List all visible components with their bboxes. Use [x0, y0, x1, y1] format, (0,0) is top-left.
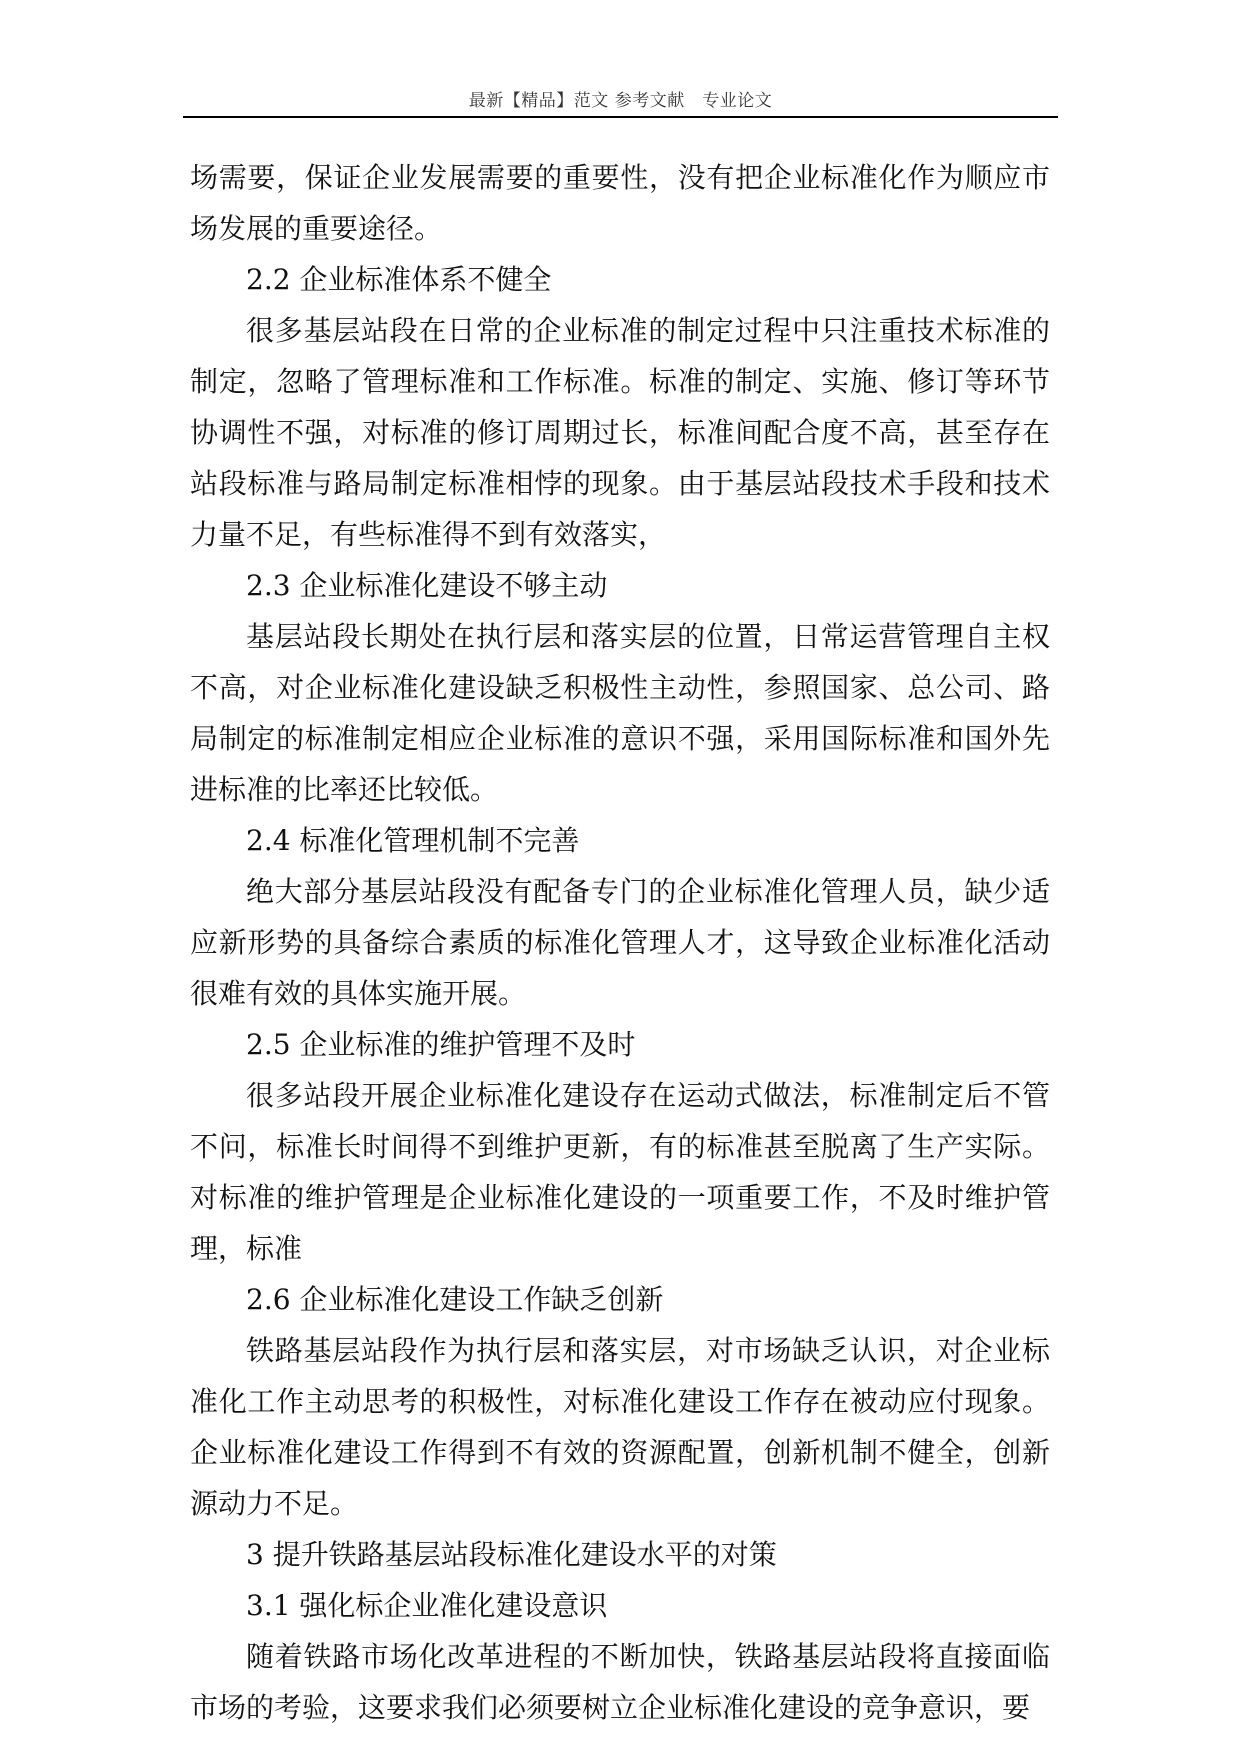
- section-heading-3: 3 提升铁路基层站段标准化建设水平的对策: [246, 1538, 777, 1571]
- paragraph-2-6: 铁路基层站段作为执行层和落实层，对市场缺乏认识，对企业标准化工作主动思考的积极性，对标准化建设工作存在被动应付现象。企业标准化建设工作得到不有效的资源配置，创新机制不健全，创新源动力不足。: [190, 1334, 1050, 1520]
- page-header: 最新【精品】范文 参考文献 专业论文: [468, 91, 773, 111]
- paragraph-3-1: 随着铁路市场化改革进程的不断加快，铁路基层站段将直接面临市场的考验，这要求我们必须要树立企业标准化建设的竞争意识，要: [190, 1640, 1050, 1724]
- section-heading-2-5: 2.5 企业标准的维护管理不及时: [246, 1028, 636, 1061]
- header-rule: [183, 116, 1058, 118]
- section-heading-2-2: 2.2 企业标准体系不健全: [246, 263, 552, 296]
- paragraph-2-5: 很多站段开展企业标准化建设存在运动式做法，标准制定后不管不问，标准长时间得不到维护更新，有的标准甚至脱离了生产实际。对标准的维护管理是企业标准化建设的一项重要工作，不及时维护管理，标准: [190, 1079, 1050, 1265]
- section-heading-2-3: 2.3 企业标准化建设不够主动: [246, 569, 608, 602]
- document-body: [190, 152, 1050, 1733]
- paragraph-continuation: 场需要，保证企业发展需要的重要性，没有把企业标准化作为顺应市场发展的重要途径。: [190, 161, 1050, 245]
- section-heading-2-6: 2.6 企业标准化建设工作缺乏创新: [246, 1283, 664, 1316]
- paragraph-2-3: 基层站段长期处在执行层和落实层的位置，日常运营管理自主权不高，对企业标准化建设缺乏积极性主动性，参照国家、总公司、路局制定的标准制定相应企业标准的意识不强，采用国际标准和国外先进标准的比率还比较低。: [190, 620, 1050, 806]
- section-heading-2-4: 2.4 标准化管理机制不完善: [246, 824, 580, 857]
- section-heading-3-1: 3.1 强化标企业准化建设意识: [246, 1589, 608, 1622]
- paragraph-2-4: 绝大部分基层站段没有配备专门的企业标准化管理人员，缺少适应新形势的具备综合素质的标准化管理人才，这导致企业标准化活动很难有效的具体实施开展。: [190, 875, 1050, 1010]
- paragraph-2-2: 很多基层站段在日常的企业标准的制定过程中只注重技术标准的制定，忽略了管理标准和工作标准。标准的制定、实施、修订等环节协调性不强，对标准的修订周期过长，标准间配合度不高，甚至存在站段标准与路局制定标准相悖的现象。由于基层站段技术手段和技术力量不足，有些标准得不到有效落实，: [190, 314, 1050, 551]
